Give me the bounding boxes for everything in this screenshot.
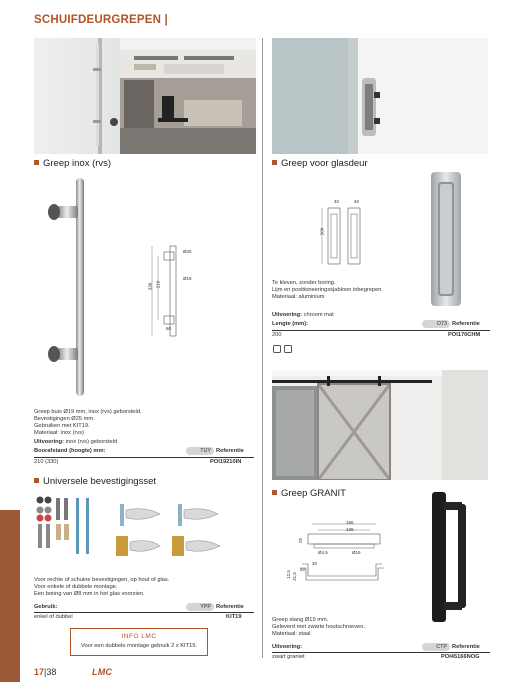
glasdeur-uitvoering: [272, 312, 334, 318]
glasdeur-title-text: Greep voor glasdeur: [281, 158, 368, 169]
inox-dim-19: Ø19: [183, 276, 192, 281]
inox-desc-line: Greep buis Ø19 mm, inox (rvs) geborsteld.: [34, 409, 142, 415]
bevestigingsset-underline: [34, 612, 254, 613]
glasdeur-tag: D73: [422, 320, 450, 328]
info-box: [70, 628, 208, 656]
glasdeur-ref-header: Referentie: [452, 321, 480, 327]
inox-dim-330: 330: [147, 282, 153, 291]
bevestigingsset-title-text: Universele bevestigingsset: [43, 476, 157, 487]
lmc-logo: LMC: [92, 667, 113, 677]
inox-underline: [34, 457, 254, 458]
granit-description: [272, 617, 365, 638]
granit-dim-60: 60: [300, 567, 306, 572]
granit-dim-25: 25: [298, 537, 304, 544]
granit-reference: POI45166NOG: [441, 654, 480, 660]
granit-tag: CTP: [422, 643, 450, 651]
page-current: 17: [34, 667, 45, 677]
inox-uitvoering-label: Uitvoering:: [34, 439, 65, 445]
inox-dim-210: 210: [155, 280, 161, 289]
bullet-square-icon: [272, 160, 277, 165]
bevestigingsset-desc-line: Een boring van Ø8 mm in het glas voorzien.: [34, 591, 145, 597]
inox-afstand-label: Boorafstand (hoogte) mm:: [34, 448, 106, 454]
barn-door-photo: [272, 370, 488, 480]
granit-uitvoering-label: Uitvoering:: [272, 644, 303, 650]
bullet-square-icon: [34, 478, 39, 483]
inox-uitvoering-value: inox (rvs) geborsteld: [65, 439, 118, 445]
bevestigingsset-desc-line: Voor rechte of schuine bevestigingen, op hout of glas.: [34, 577, 170, 583]
bevestigingsset-tag: YPP: [186, 603, 214, 611]
inox-desc-line: Gebruiken met KIT19.: [34, 423, 90, 429]
glasdeur-desc-line: Te kleven, zonder boring.: [272, 280, 336, 286]
granit-dim-12-5: 12,5: [285, 570, 291, 579]
inox-title: [34, 158, 111, 169]
inox-tag: TUY: [186, 447, 214, 455]
inox-handle-image: [44, 172, 114, 402]
granit-desc-line: Greep stang Ø19 mm.: [272, 617, 329, 623]
inox-description: [34, 409, 141, 437]
granit-desc-line: Geleverd met zwarte houtschroeven.: [272, 624, 365, 630]
glass-door-photo: [272, 38, 488, 154]
granit-dim-136: 136: [346, 527, 354, 532]
bevestigingsset-gebruik-label: Gebruik:: [34, 604, 58, 610]
page-total: 38: [46, 667, 57, 677]
glasdeur-description: [272, 280, 383, 301]
bullet-square-icon: [272, 490, 277, 495]
glasdeur-handle-image: [428, 170, 464, 308]
glasdeur-title: [272, 158, 368, 169]
side-color-bar: [0, 510, 20, 682]
glasdeur-row-value: 200: [272, 332, 282, 338]
glasdeur-uitvoering-label: Uitvoering:: [272, 312, 303, 318]
glasdeur-reference: POI170CHM: [448, 332, 481, 338]
inox-dim-25: Ø25: [183, 249, 192, 254]
glasdeur-underline: [272, 330, 490, 331]
glasdeur-desc-line: Materiaal: aluminium: [272, 294, 325, 300]
granit-row-value: zwart graniet: [272, 654, 305, 660]
glasdeur-dim-40-b: 40: [354, 199, 360, 204]
glasdeur-dim-40-a: 40: [334, 199, 340, 204]
bevestigingsset-desc-line: Voor enkele of dubbele montage.: [34, 584, 118, 590]
bullet-square-icon: [34, 160, 39, 165]
inox-uitvoering: [34, 439, 117, 445]
info-title: INFO LMC: [121, 633, 157, 640]
glasdeur-desc-line: Lijm en positioneeringssjabloon inbegrepen.: [272, 287, 383, 293]
inox-dim-60: 60: [166, 326, 172, 331]
interior-photo: [34, 38, 256, 154]
granit-title-text: Greep GRANIT: [281, 488, 346, 499]
info-text: Voor een dubbele montage gebruik 2 x KIT19.: [80, 643, 198, 649]
granit-desc-line: Materiaal: staal: [272, 631, 311, 637]
page-number: [34, 667, 56, 677]
inox-reference: POI19210IN: [210, 459, 242, 465]
granit-ref-header: Referentie: [452, 644, 480, 650]
granit-dim-4-5: Ø4,5: [318, 550, 328, 555]
inox-row-value: 210 (330): [34, 459, 59, 465]
inox-title-text: Greep inox (rvs): [43, 158, 112, 169]
bevestigingsset-row-value: enkel of dubbel: [34, 614, 73, 620]
inox-desc-line: Materiaal: inox (rvs): [34, 430, 84, 436]
bevestigingsset-ref-header: Referentie: [216, 604, 244, 610]
section-title: SCHUIFDEURGREPEN |: [34, 14, 168, 26]
inox-desc-line: Bevestigingen Ø25 mm.: [34, 416, 95, 422]
granit-dim-166: 166: [346, 520, 354, 525]
granit-dim-19: Ø19: [352, 550, 361, 555]
column-divider: [262, 38, 263, 658]
kit-mounting-diagrams: [110, 500, 246, 562]
granit-technical-drawing: [272, 516, 392, 600]
kit-parts-image: [34, 494, 98, 558]
bevestigingsset-description: [34, 577, 169, 598]
page-separator: |: [44, 667, 47, 677]
granit-title: [272, 488, 346, 499]
glasdeur-uitvoering-value: chroom mat: [303, 312, 334, 318]
clip-icon: [273, 345, 281, 353]
bevestigingsset-title: [34, 476, 156, 487]
glasdeur-lengte-label: Lengte (mm):: [272, 321, 309, 327]
inox-ref-header: Referentie: [216, 448, 244, 454]
granit-handle-image: [424, 490, 472, 624]
granit-dim-31-5: 31,5: [291, 572, 297, 581]
glasdeur-dim-200: 200: [319, 227, 325, 236]
play-icon: [284, 345, 292, 353]
bevestigingsset-reference: KIT19: [226, 614, 242, 620]
granit-dim-30: 30: [312, 561, 318, 566]
granit-underline: [272, 652, 490, 653]
